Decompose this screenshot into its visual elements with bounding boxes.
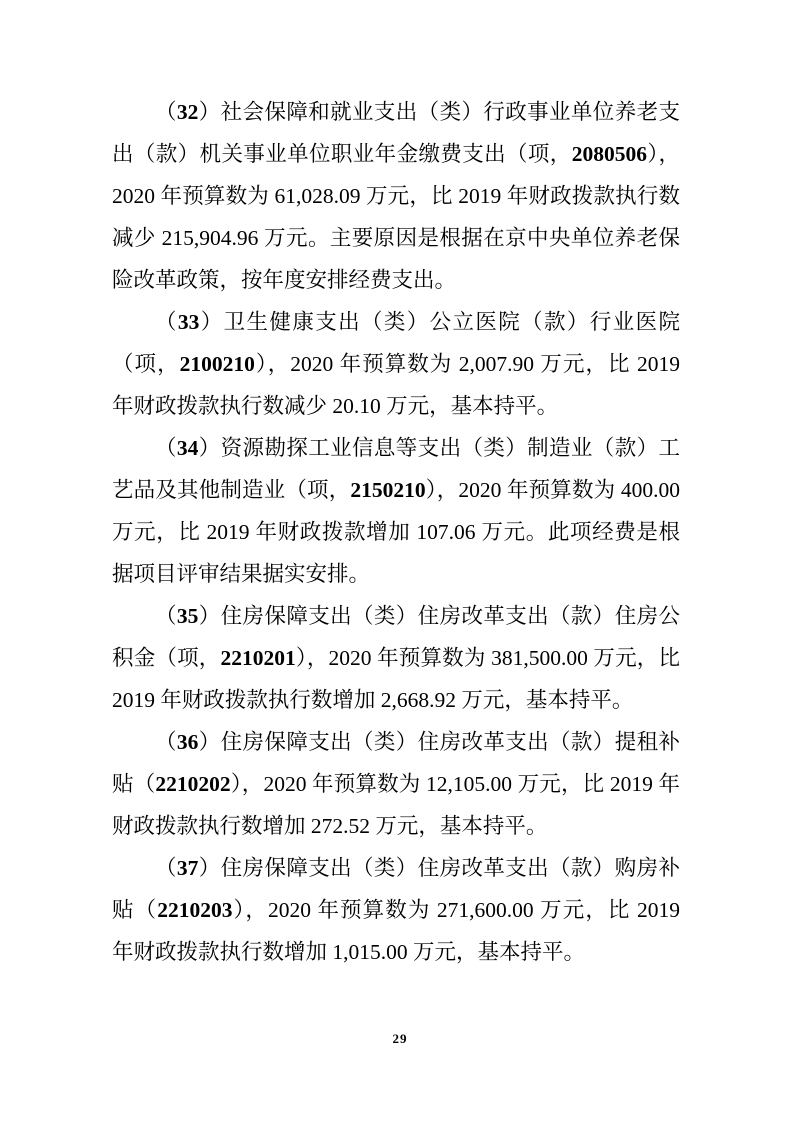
- budget-code: 2210203: [157, 898, 233, 922]
- budget-paragraph-34: [112, 427, 680, 595]
- budget-code: 2080506: [571, 142, 647, 166]
- page-number: 29: [392, 1031, 408, 1046]
- budget-paragraph-32: [112, 91, 680, 301]
- budget-code: 2210202: [155, 772, 231, 796]
- budget-code: 2210201: [220, 646, 296, 670]
- paragraph-text: ），2020 年预算数为 12,105.00 万元，比 2019 年财政拨款执行数增加 272.52 万元，基本持平。: [112, 772, 680, 838]
- budget-code: 2150210: [350, 478, 426, 502]
- paragraph-text: ）资源勘探工业信息等支出（类）制造业（款）工艺品及其他制造业（项，: [112, 436, 680, 502]
- budget-paragraph-37: [112, 847, 680, 973]
- item-number: 35: [176, 604, 199, 628]
- paragraph-text: ）卫生健康支出（类）公立医院（款）行业医院（项，: [112, 310, 680, 376]
- paragraph-text: ）住房保障支出（类）住房改革支出（款）购房补贴（: [112, 856, 680, 922]
- item-number: 36: [176, 730, 199, 754]
- paragraph-text: （: [155, 730, 177, 754]
- paragraph-text: ），2020 年预算数为 2,007.90 万元，比 2019 年财政拨款执行数减少 20.10 万元，基本持平。: [112, 352, 680, 418]
- item-number: 32: [176, 100, 199, 124]
- paragraph-text: ），2020 年预算数为 381,500.00 万元，比 2019 年财政拨款执行数增加 2,668.92 万元，基本持平。: [112, 646, 680, 712]
- item-number: 33: [177, 310, 200, 334]
- paragraph-text: （: [155, 436, 177, 460]
- item-number: 34: [176, 436, 199, 460]
- paragraph-text: ），2020 年预算数为 271,600.00 万元，比 2019 年财政拨款执行数增加 1,015.00 万元，基本持平。: [112, 898, 680, 964]
- budget-paragraph-33: [112, 301, 680, 427]
- paragraph-text: （: [155, 100, 177, 124]
- paragraph-text: （: [155, 856, 177, 880]
- paragraph-text: ），2020 年预算数为 61,028.09 万元，比 2019 年财政拨款执行数减少 215,904.96 万元。主要原因是根据在京中央单位养老保险改革政策，按年度安排经费支出。: [112, 142, 680, 292]
- budget-paragraph-35: [112, 595, 680, 721]
- budget-code: 2100210: [179, 352, 255, 376]
- paragraph-text: （: [155, 310, 178, 334]
- paragraph-text: ），2020 年预算数为 400.00 万元，比 2019 年财政拨款增加 107.06 万元。此项经费是根据项目评审结果据实安排。: [112, 478, 680, 586]
- paragraph-text: ）社会保障和就业支出（类）行政事业单位养老支出（款）机关事业单位职业年金缴费支出（项，: [112, 100, 680, 166]
- paragraph-text: （: [155, 604, 177, 628]
- paragraphs: [112, 91, 680, 973]
- paragraph-text: ）住房保障支出（类）住房改革支出（款）提租补贴（: [112, 730, 680, 796]
- item-number: 37: [176, 856, 199, 880]
- paragraph-text: ）住房保障支出（类）住房改革支出（款）住房公积金（项，: [112, 604, 680, 670]
- budget-paragraph-36: [112, 721, 680, 847]
